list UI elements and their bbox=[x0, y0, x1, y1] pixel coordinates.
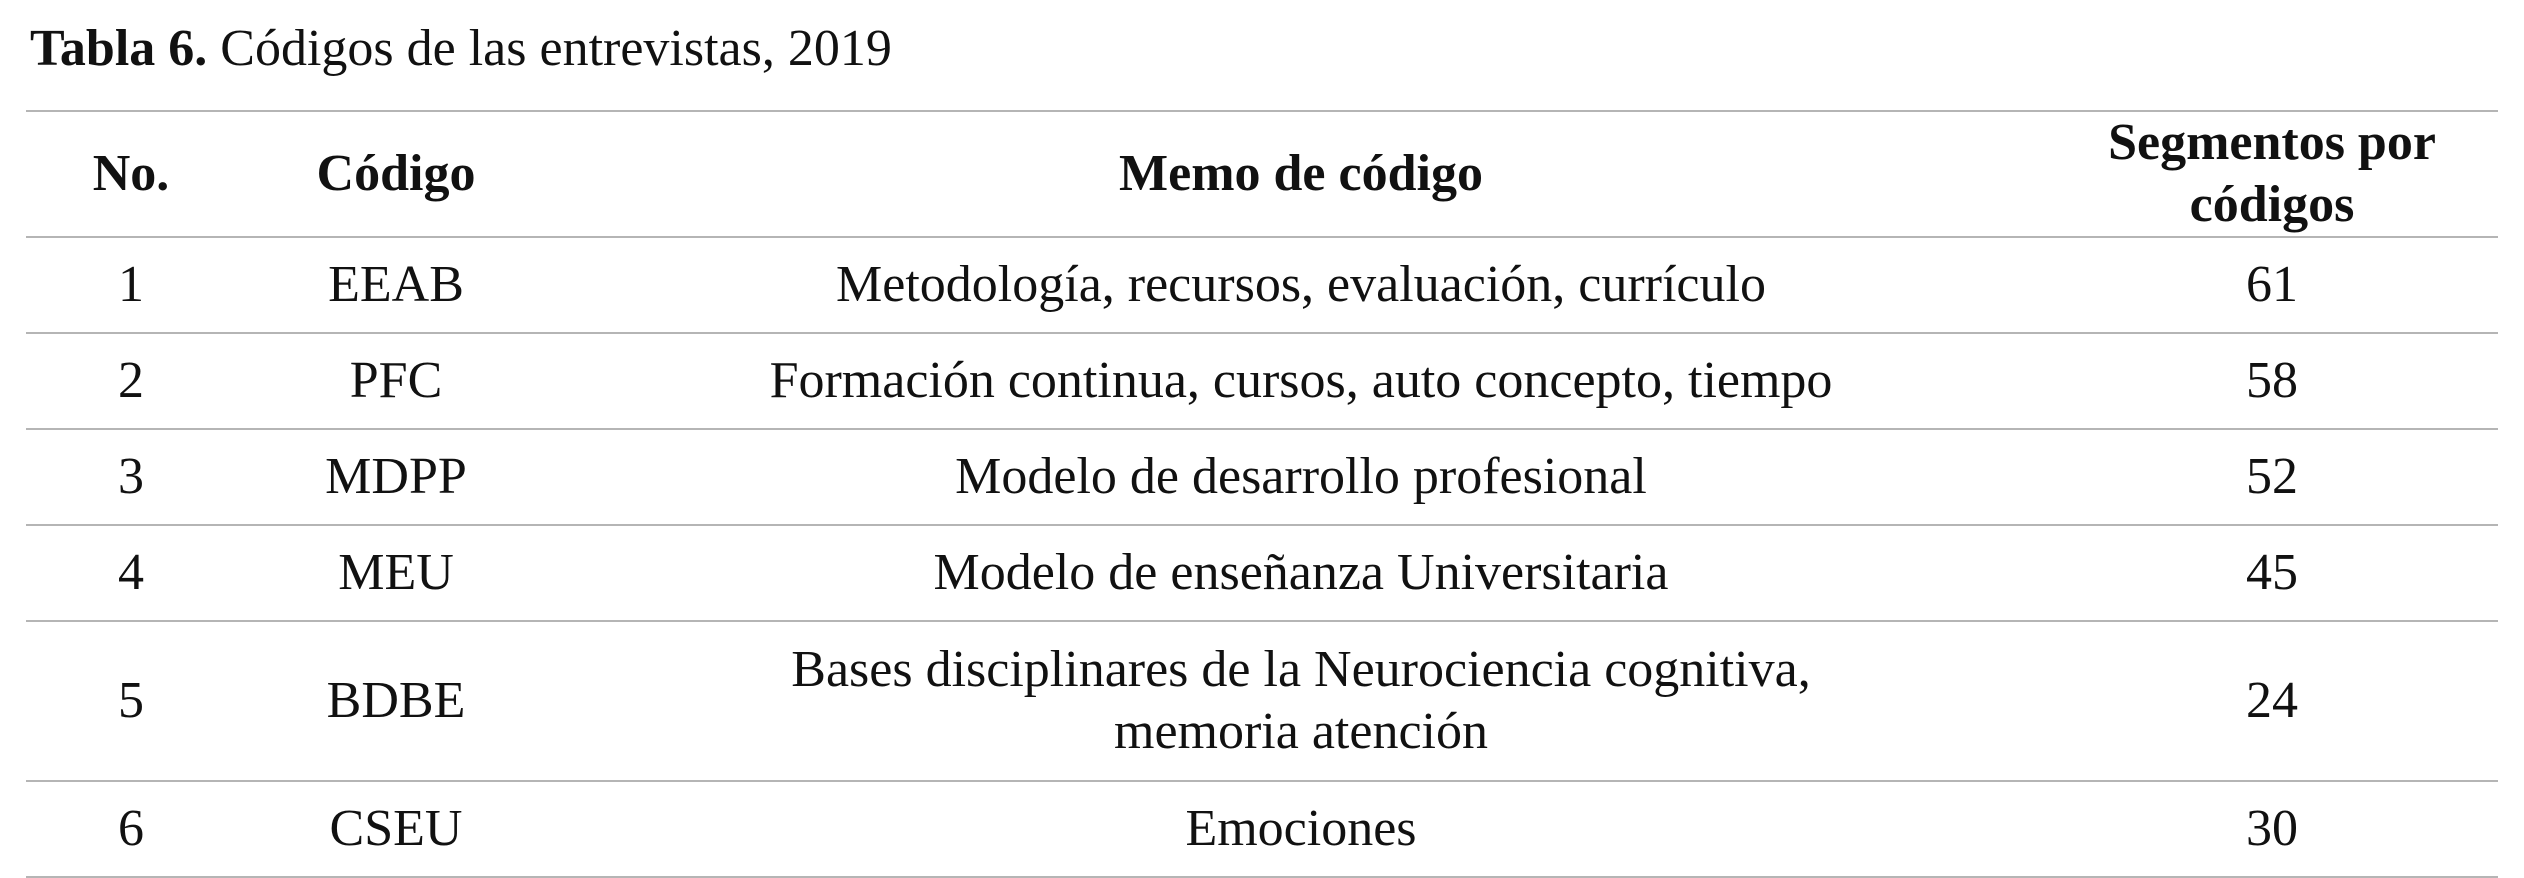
cell-segments: 30 bbox=[2046, 781, 2498, 877]
table-row bbox=[26, 237, 2498, 333]
cell-memo: Formación continua, cursos, auto concepto, tiempo bbox=[556, 333, 2046, 429]
table-row bbox=[26, 429, 2498, 525]
cell-code: CSEU bbox=[236, 781, 556, 877]
cell-code: EEAB bbox=[236, 237, 556, 333]
table-row bbox=[26, 781, 2498, 877]
cell-no: 2 bbox=[26, 333, 236, 429]
cell-segments: 24 bbox=[2046, 621, 2498, 781]
cell-memo: Metodología, recursos, evaluación, currículo bbox=[556, 237, 2046, 333]
cell-no: 3 bbox=[26, 429, 236, 525]
table-row bbox=[26, 621, 2498, 781]
table-caption-text: Códigos de las entrevistas, 2019 bbox=[207, 20, 892, 77]
cell-no: 4 bbox=[26, 525, 236, 621]
cell-no: 6 bbox=[26, 781, 236, 877]
cell-no: 1 bbox=[26, 237, 236, 333]
cell-segments: 52 bbox=[2046, 429, 2498, 525]
table-row bbox=[26, 525, 2498, 621]
cell-memo-line: Bases disciplinares de la Neurociencia cognitiva, bbox=[791, 641, 1811, 698]
cell-memo: Emociones bbox=[556, 781, 2046, 877]
cell-segments: 45 bbox=[2046, 525, 2498, 621]
header-segments: Segmentos por códigos bbox=[2046, 111, 2498, 237]
table-header-row bbox=[26, 111, 2498, 237]
table-caption bbox=[30, 14, 892, 84]
cell-no: 5 bbox=[26, 621, 236, 781]
header-no: No. bbox=[26, 111, 236, 237]
cell-memo bbox=[556, 621, 2046, 781]
cell-memo: Modelo de desarrollo profesional bbox=[556, 429, 2046, 525]
table-caption-label: Tabla 6. bbox=[30, 20, 208, 77]
cell-code: BDBE bbox=[236, 621, 556, 781]
header-code: Código bbox=[236, 111, 556, 237]
codes-table bbox=[26, 110, 2498, 878]
cell-memo-line: memoria atención bbox=[1114, 703, 1488, 760]
cell-segments: 58 bbox=[2046, 333, 2498, 429]
cell-segments: 61 bbox=[2046, 237, 2498, 333]
cell-code: MEU bbox=[236, 525, 556, 621]
table-row bbox=[26, 333, 2498, 429]
cell-code: PFC bbox=[236, 333, 556, 429]
cell-code: MDPP bbox=[236, 429, 556, 525]
cell-memo: Modelo de enseñanza Universitaria bbox=[556, 525, 2046, 621]
header-memo: Memo de código bbox=[556, 111, 2046, 237]
